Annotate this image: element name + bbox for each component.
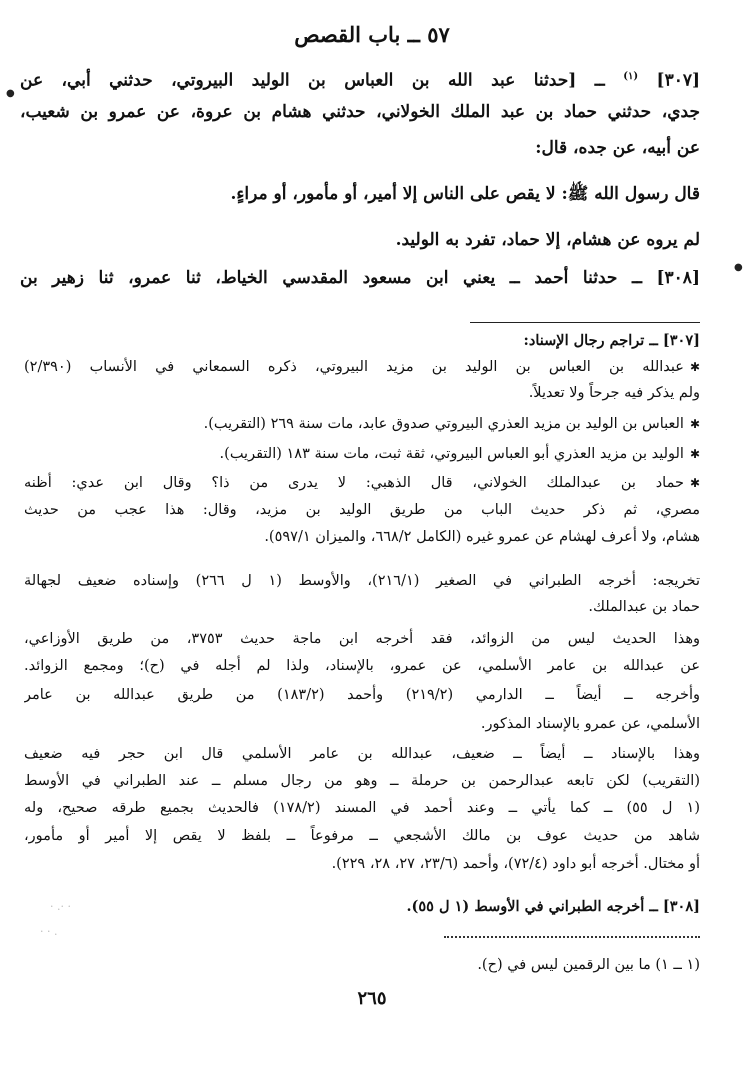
takhrij-line-10: شاهد من حديث عوف بن مالك الأشجعي ــ مرفوعاً ــ بلفظ لا يقص إلا أمير أو مأمور،	[24, 828, 700, 844]
takhrij-line-11: أو مختال. أخرجه أبو داود (٧٢/٤)، وأحمد (٢٣/٦، ٢٧، ٢٨، ٢٢٩).	[331, 856, 700, 872]
takhrij-line-7: وهذا بالإسناد ــ أيضاً ــ ضعيف، عبدالله بن عامر الأسلمي قال ابن حجر فيه ضعيف	[24, 746, 700, 762]
hadith-307-text: ــ [حدثنا عبد الله بن العباس بن الوليد البيروتي، حدثني أبي، عن	[20, 70, 605, 91]
margin-dot-icon: ●	[6, 88, 15, 99]
hadith-307-matn: قال رسول الله ﷺ: لا يقص على الناس إلا أمير، أو مأمور، أو مراءٍ.	[230, 184, 700, 204]
narrator-1-line-2: ولم يذكر فيه جرحاً ولا تعديلاً.	[528, 385, 700, 401]
hadith-308-line: [٣٠٨] ــ حدثنا أحمد ــ يعني ابن مسعود المقدسي الخياط، ثنا عمرو، ثنا زهير بن	[20, 268, 700, 288]
footnote: (١ ــ ١) ما بين الرقمين ليس في (ح).	[477, 957, 700, 973]
narrator-2: ✱العباس بن الوليد بن مزيد العذري البيروتي صدوق عابد، مات سنة ٢٦٩ (التقريب).	[203, 416, 700, 432]
hadith-307-number: [٣٠٧]	[656, 70, 700, 91]
narrator-1-line-1: ✱عبدالله بن العباس بن الوليد بن مزيد البيروتي، ذكره السمعاني في الأنساب (٢/٣٩٠)	[24, 359, 700, 375]
chapter-title: ٥٧ ــ باب القصص	[294, 22, 450, 47]
takhrij-line-2: حماد بن عبدالملك.	[588, 599, 700, 615]
notes-307-heading: [٣٠٧] ــ تراجم رجال الإسناد:	[523, 332, 700, 349]
footnote-separator	[444, 936, 700, 938]
takhrij-line-8: (التقريب) لكن تابعه عبدالرحمن بن حرملة ــ وهو من رجال مسلم ــ عند الطبراني في الأوسط	[24, 773, 700, 789]
narrator-4-line-3: هشام، ولا أعرف لهشام عن عمرو غيره (الكامل ٦٦٨/٢، والميزان ٥٩٧/١).	[264, 529, 700, 545]
hadith-307-line-3: عن أبيه، عن جده، قال:	[535, 138, 700, 158]
notes-308: [٣٠٨] ــ أخرجه الطبراني في الأوسط (١ ل ٥٥).	[406, 898, 700, 915]
bullet-icon: ✱	[689, 360, 700, 374]
bullet-icon: ✱	[689, 447, 700, 461]
bullet-icon: ✱	[689, 417, 700, 431]
page-number: ٢٦٥	[357, 988, 387, 1009]
bullet-icon: ✱	[689, 476, 700, 490]
bleed-through-mark: . · ·	[40, 925, 58, 938]
hadith-307-line-2: جدي، حدثني حماد بن عبد الملك الخولاني، حدثني هشام بن عروة، عن عمرو بن شعيب،	[20, 102, 700, 122]
notes-separator	[470, 322, 700, 323]
narrator-3: ✱الوليد بن مزيد العذري أبو العباس البيروتي، ثقة ثبت، مات سنة ١٨٣ (التقريب).	[219, 446, 700, 462]
footnote-marker: (١)	[623, 71, 639, 82]
hadith-307-line-1	[20, 64, 700, 94]
narrator-4-line-1: ✱حماد بن عبدالملك الخولاني، قال الذهبي: لا يدرى من ذا؟ وقال ابن عدي: أظنه	[24, 475, 700, 491]
takhrij-line-9: (١ ل ٥٥) ــ كما يأتي ــ وعند أحمد في المسند (١٧٨/٢) فالحديث بجميع طرقه صحيح، وله	[24, 800, 700, 816]
bleed-through-mark: · ·. ·	[50, 900, 71, 913]
takhrij-line-4: عن عبدالله بن عامر الأسلمي، عن عمرو، بالإسناد، ولذا لم أجله في (ح)؛ ومجمع الزوائد.	[24, 658, 700, 674]
takhrij-line-1: تخريجه: أخرجه الطبراني في الصغير (٢١٦/١)، والأوسط (١ ل ٢٦٦) وإسناده ضعيف لجهالة	[24, 573, 700, 589]
takhrij-line-5: وأخرجه ــ أيضاً ــ الدارمي (٢١٩/٢) وأحمد (١٨٣/٢) من طريق عبدالله بن عامر	[24, 687, 700, 703]
hadith-307-comment: لم يروه عن هشام، إلا حماد، تفرد به الوليد.	[395, 230, 700, 250]
margin-dot-icon: ●	[734, 262, 743, 273]
takhrij-line-3: وهذا الحديث ليس من الزوائد، فقد أخرجه ابن ماجة حديث ٣٧٥٣، من طريق الأوزاعي،	[24, 631, 700, 647]
narrator-4-line-2: مصري، ثم ذكر حديث الباب من طريق الوليد بن مزيد، وقال: هذا عجب من حديث	[24, 502, 700, 518]
takhrij-line-6: الأسلمي، عن عمرو بالإسناد المذكور.	[480, 716, 700, 732]
